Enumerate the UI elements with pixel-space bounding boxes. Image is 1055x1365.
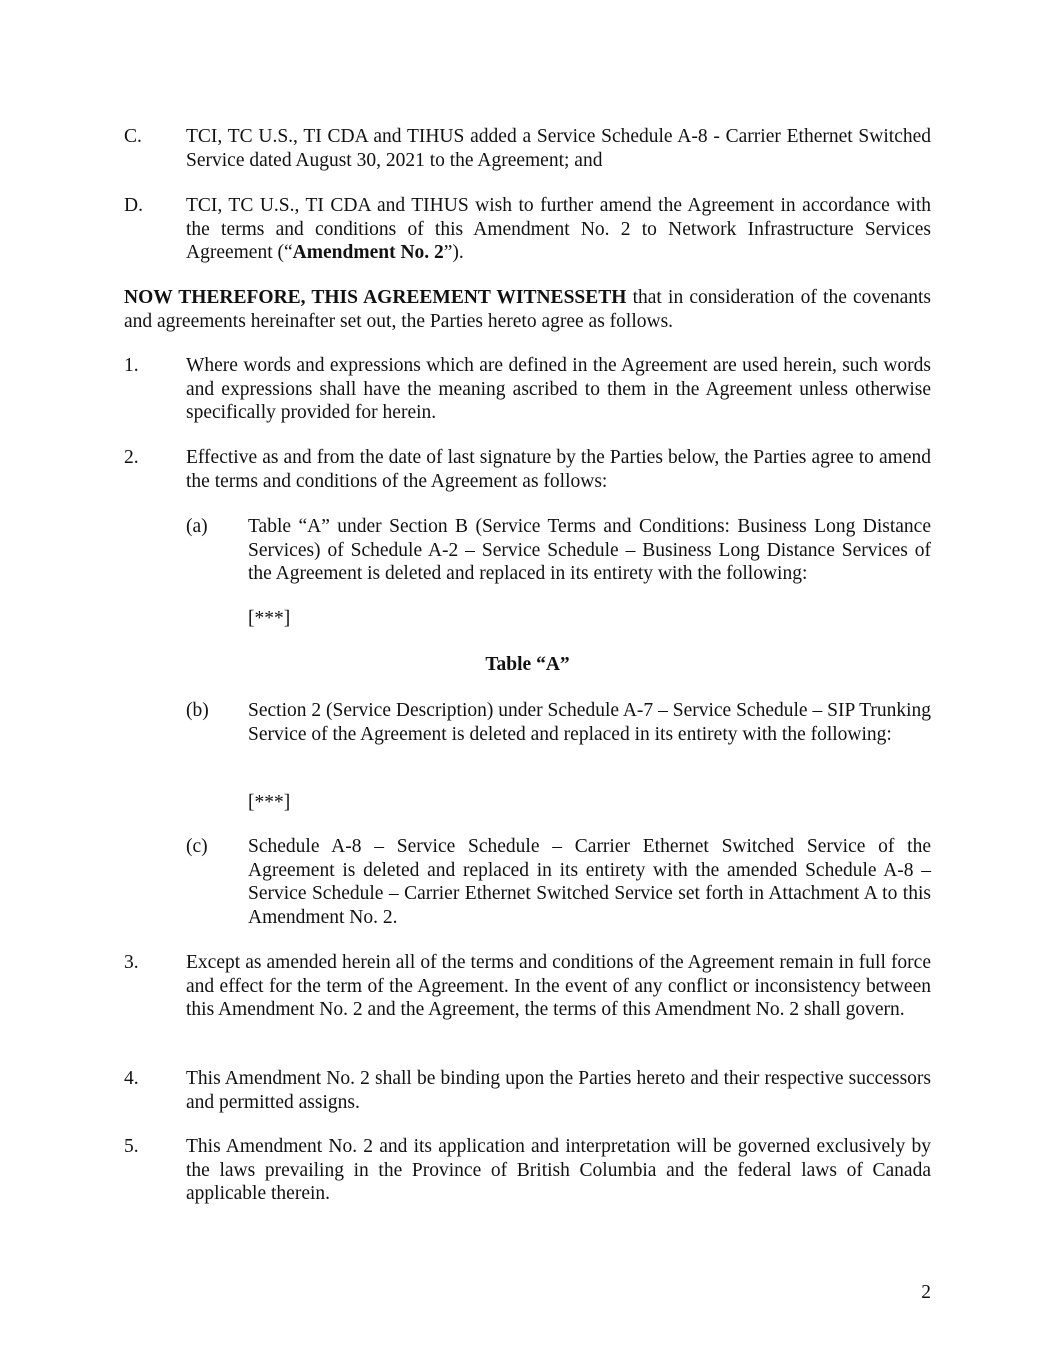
recital-d-text: TCI, TC U.S., TI CDA and TIHUS wish to further amend the Agreement in accordance with the terms and conditions of this Amendment No. 2 to Network Infrastructure Services Agreement (“Amendment No. 2”). <box>186 195 931 263</box>
page-number: 2 <box>921 1282 931 1303</box>
section-2a-text: Table “A” under Section B (Service Terms and Conditions: Business Long Distance Services) of Schedule A-2 – Service Schedule – Business Long Distance Services of the Agreement is deleted and replaced in its entirety with the following: <box>248 516 931 584</box>
section-2c-text: Schedule A-8 – Service Schedule – Carrier Ethernet Switched Service of the Agreement is deleted and replaced in its entirety with the amended Schedule A-8 – Service Schedule – Carrier Ethernet Switched Service set forth in Attachment A to this Amendment No. 2. <box>248 836 931 928</box>
redaction-2b: [***] <box>248 792 291 813</box>
section-5-label: 5. <box>124 1136 139 1157</box>
section-3-label: 3. <box>124 952 139 973</box>
recital-c-label: C. <box>124 126 142 147</box>
section-3-text: Except as amended herein all of the terms and conditions of the Agreement remain in full force and effect for the term of the Agreement. In the event of any conflict or inconsistency between this Amendment No. 2 and the Agreement, the terms of this Amendment No. 2 shall govern. <box>186 952 931 1020</box>
recital-c-text: TCI, TC U.S., TI CDA and TIHUS added a Service Schedule A-8 - Carrier Ethernet Switched Service dated August 30, 2021 to the Agreement; and <box>186 126 931 171</box>
section-4-text: This Amendment No. 2 shall be binding upon the Parties hereto and their respective successors and permitted assigns. <box>186 1068 931 1113</box>
witnesseth-heading: NOW THEREFORE, THIS AGREEMENT WITNESSETH <box>124 287 627 308</box>
section-4-label: 4. <box>124 1068 139 1089</box>
table-a-title: Table “A” <box>485 654 570 675</box>
section-2b-label: (b) <box>186 700 209 721</box>
section-5-text: This Amendment No. 2 and its application and interpretation will be governed exclusively by the laws prevailing in the Province of British Columbia and the federal laws of Canada applicable therein. <box>186 1136 931 1204</box>
redaction-2a: [***] <box>248 608 291 629</box>
section-2-text: Effective as and from the date of last signature by the Parties below, the Parties agree to amend the terms and conditions of the Agreement as follows: <box>186 447 931 492</box>
section-2a-label: (a) <box>186 516 208 537</box>
witnesseth-paragraph: NOW THEREFORE, THIS AGREEMENT WITNESSETH that in consideration of the covenants and agreements hereinafter set out, the Parties hereto agree as follows. <box>124 287 931 332</box>
defined-term-amendment: Amendment No. 2 <box>292 242 444 263</box>
section-1-text: Where words and expressions which are defined in the Agreement are used herein, such words and expressions shall have the meaning ascribed to them in the Agreement unless otherwise specifically provided for herein. <box>186 355 931 423</box>
section-2b-text: Section 2 (Service Description) under Schedule A-7 – Service Schedule – SIP Trunking Service of the Agreement is deleted and replaced in its entirety with the following: <box>248 700 931 745</box>
section-2-label: 2. <box>124 447 139 468</box>
recital-d-label: D. <box>124 195 143 216</box>
section-2c-label: (c) <box>186 836 208 857</box>
section-1-label: 1. <box>124 355 139 376</box>
